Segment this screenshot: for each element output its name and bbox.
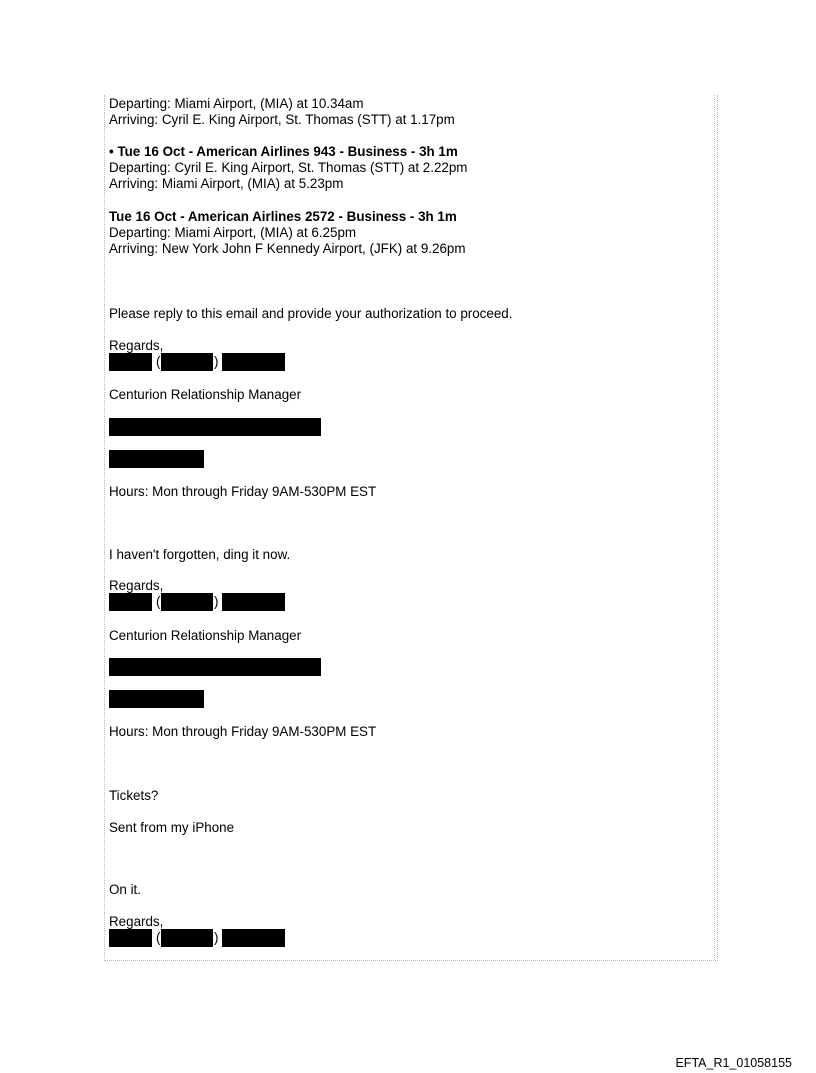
redaction-block: [109, 450, 204, 468]
email1-hours: Hours: Mon through Friday 9AM-530PM EST: [109, 484, 377, 499]
document-id: EFTA_R1_01058155: [675, 1056, 792, 1070]
email4-body: On it.: [109, 882, 141, 897]
bullet: •: [109, 144, 114, 159]
email3-signature: Sent from my iPhone: [109, 820, 235, 835]
redaction-block: [109, 929, 152, 947]
redaction-block: [109, 658, 321, 676]
redaction-block: [161, 929, 213, 947]
redaction-block: [161, 353, 213, 371]
redaction-block: [109, 418, 321, 436]
redaction-block: [222, 353, 285, 371]
redaction-block: [109, 353, 152, 371]
redaction-block: [109, 593, 152, 611]
flight1-departing: Departing: Miami Airport, (MIA) at 10.34am: [109, 96, 364, 111]
flight3-header: Tue 16 Oct - American Airlines 2572 - Business - 3h 1m: [109, 209, 457, 224]
redaction-block: [161, 593, 213, 611]
paren-open: (: [156, 594, 161, 609]
email4-regards: Regards,: [109, 914, 164, 929]
paren-close: ): [214, 354, 219, 369]
flight1-arriving: Arriving: Cyril E. King Airport, St. Thomas (STT) at 1.17pm: [109, 112, 455, 127]
flight3-arriving: Arriving: New York John F Kennedy Airport, (JFK) at 9.26pm: [109, 241, 466, 256]
email3-body: Tickets?: [109, 788, 159, 803]
paren-close: ): [214, 594, 219, 609]
redaction-block: [109, 690, 204, 708]
redaction-block: [222, 593, 285, 611]
email2-title: Centurion Relationship Manager: [109, 628, 302, 643]
email1-body: Please reply to this email and provide your authorization to proceed.: [109, 306, 513, 321]
paren-open: (: [156, 354, 161, 369]
email1-regards: Regards,: [109, 338, 164, 353]
paren-close: ): [214, 930, 219, 945]
flight3-departing: Departing: Miami Airport, (MIA) at 6.25pm: [109, 225, 357, 240]
redaction-block: [222, 929, 285, 947]
paren-open: (: [156, 930, 161, 945]
flight2-header-text: Tue 16 Oct - American Airlines 943 - Business - 3h 1m: [117, 144, 458, 159]
email2-hours: Hours: Mon through Friday 9AM-530PM EST: [109, 724, 377, 739]
email1-title: Centurion Relationship Manager: [109, 387, 302, 402]
email2-body: I haven't forgotten, ding it now.: [109, 547, 291, 562]
flight2-arriving: Arriving: Miami Airport, (MIA) at 5.23pm: [109, 176, 344, 191]
flight2-header: [109, 144, 458, 160]
flight2-departing: Departing: Cyril E. King Airport, St. Thomas (STT) at 2.22pm: [109, 160, 468, 175]
email2-regards: Regards,: [109, 578, 164, 593]
